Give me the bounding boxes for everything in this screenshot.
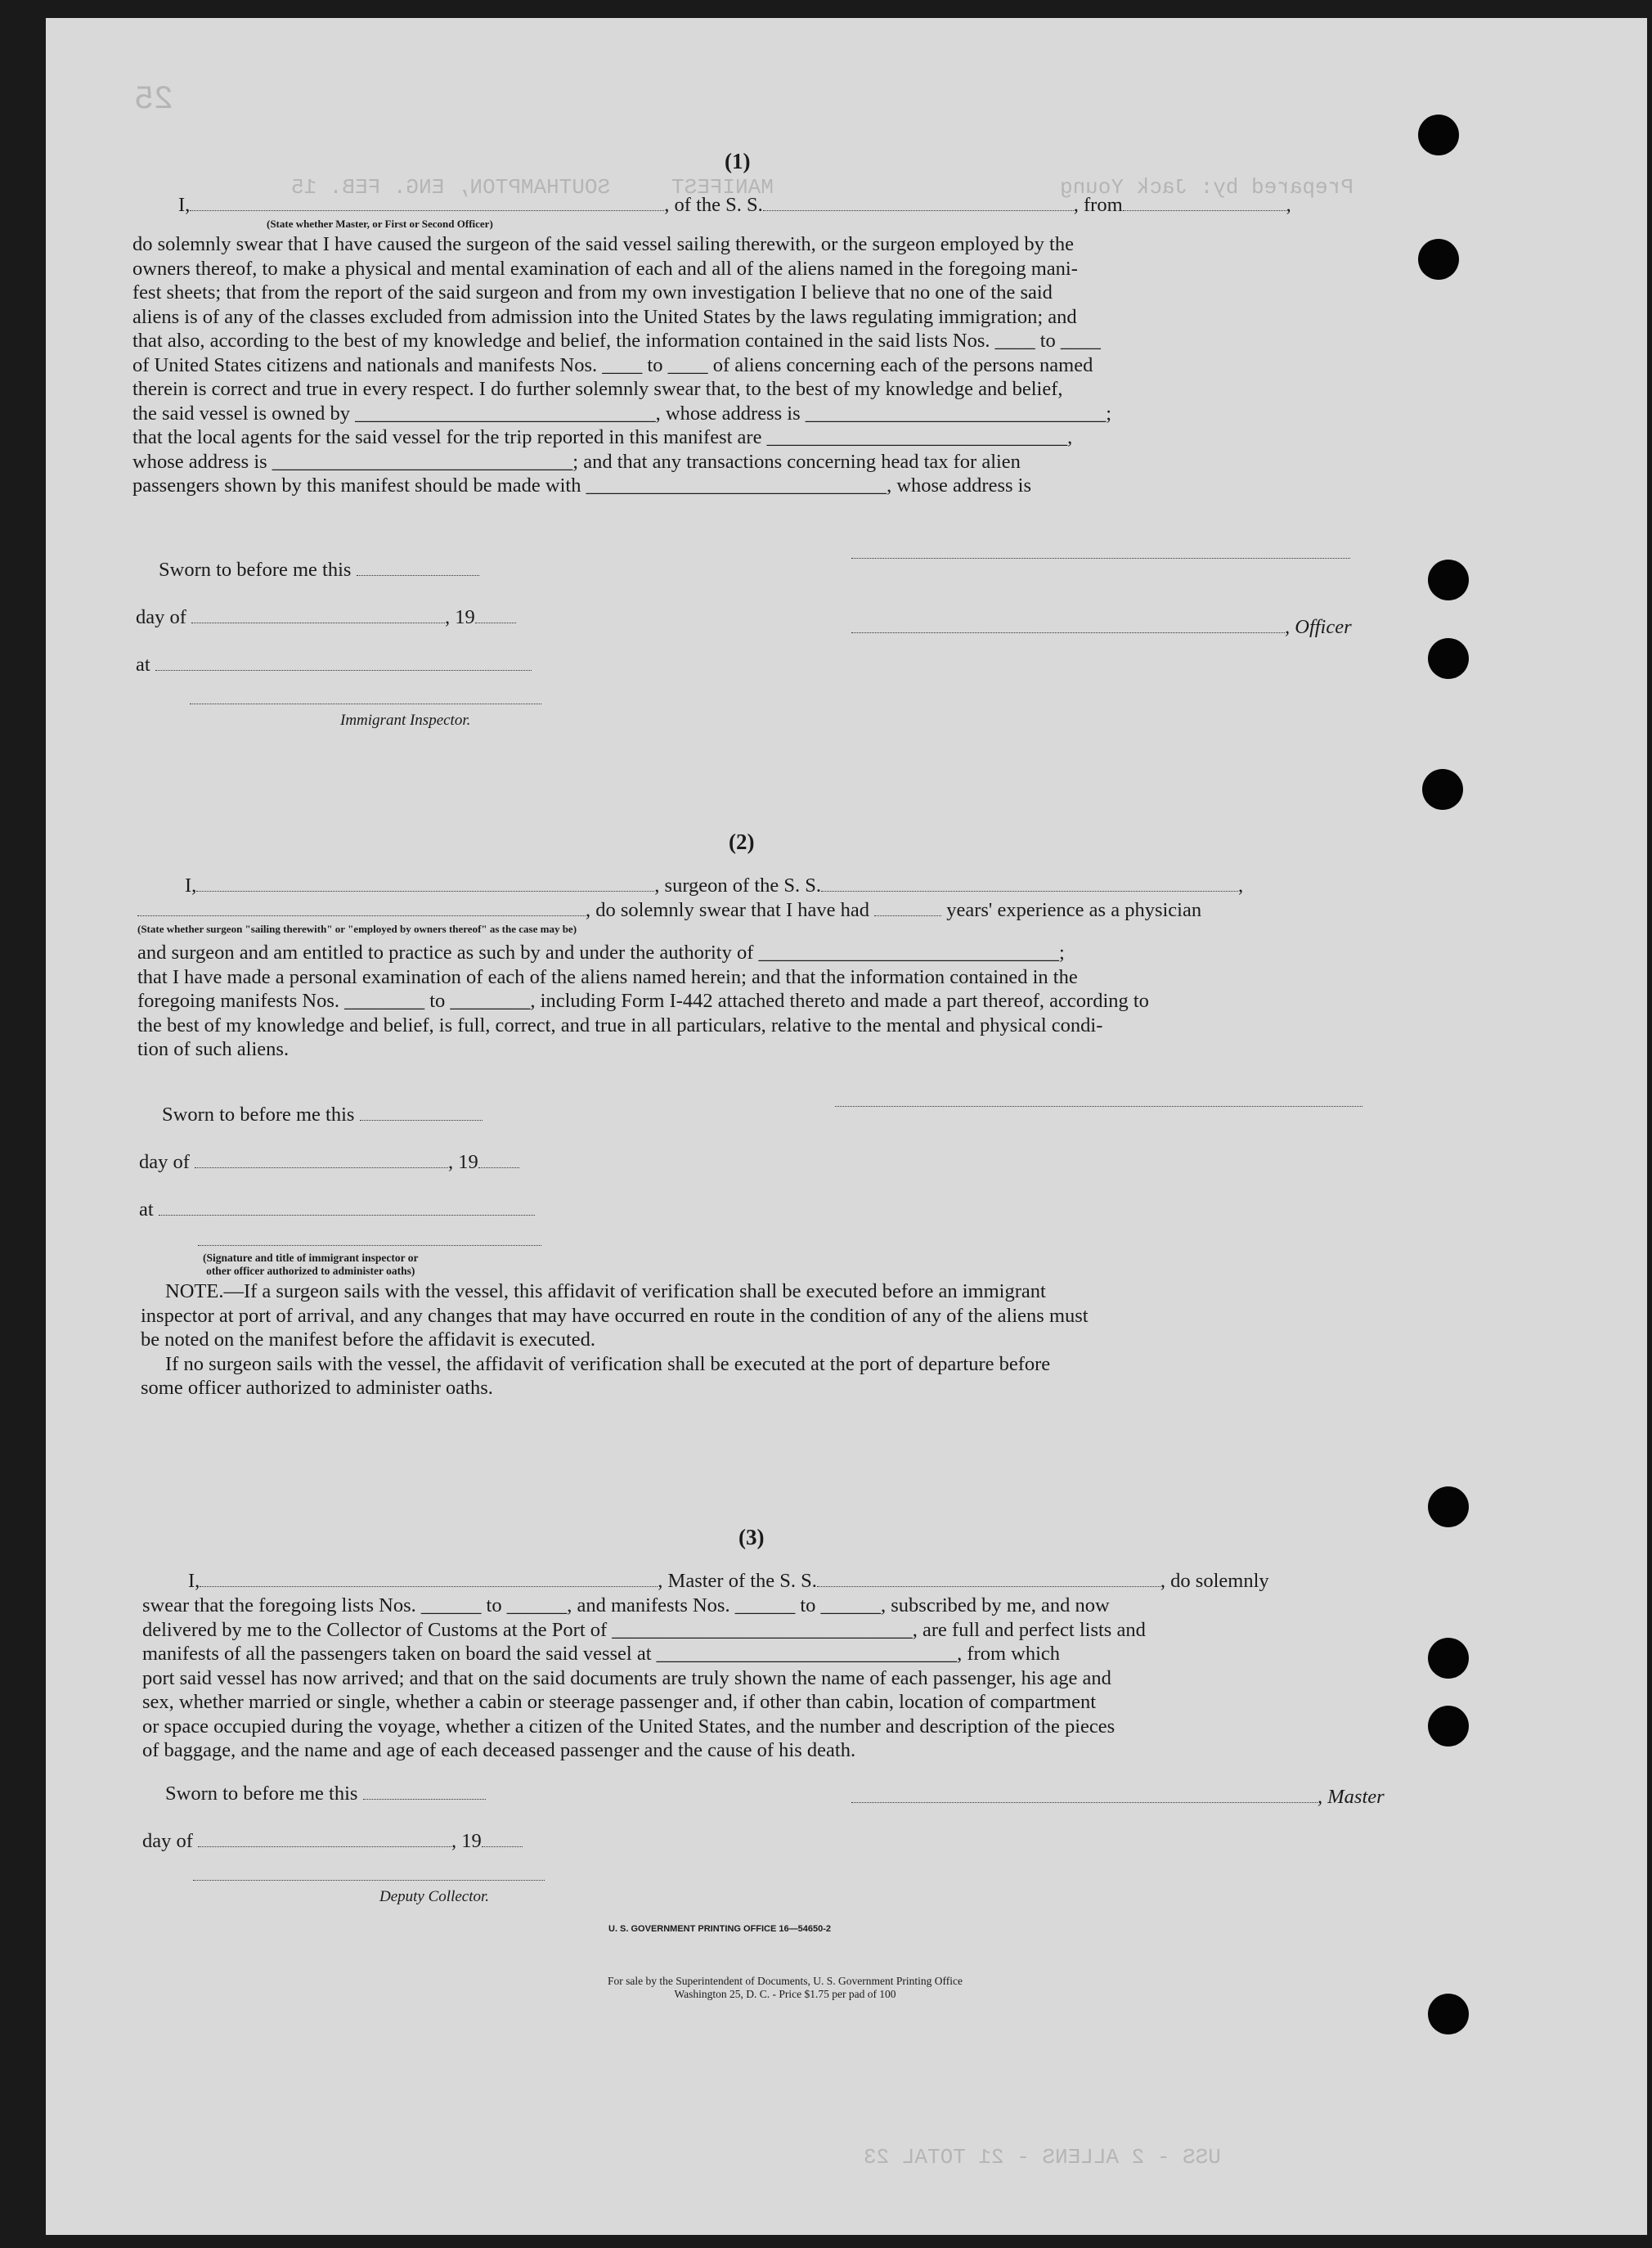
s1-para-line: passengers shown by this manifest should be made with ______________________________, whose address is <box>132 474 1031 497</box>
s3-collector-line <box>193 1880 545 1881</box>
s1-para-line: therein is correct and true in every respect. I do further solemnly swear that, to the best of my knowledge and belief, <box>132 378 1063 400</box>
punch-hole <box>1418 115 1459 155</box>
s3-para-line: of baggage, and the name and age of each deceased passenger and the cause of his death. <box>142 1739 856 1761</box>
bleed-page-number: 25 <box>134 82 174 119</box>
s2-note-line: some officer authorized to administer oaths. <box>141 1377 493 1399</box>
s1-paragraph <box>132 232 1408 498</box>
s2-para-line: tion of such aliens. <box>137 1038 290 1060</box>
punch-hole <box>1428 1638 1469 1679</box>
s3-sworn: Sworn to before me this <box>165 1782 486 1806</box>
punch-hole <box>1428 1706 1469 1747</box>
s1-para-line: owners thereof, to make a physical and mental examination of each and all of the aliens named in the foregoing mani- <box>132 257 1078 280</box>
bleed-bottom: USS - 2 ALLENS - 21 TOTAL 23 <box>864 2145 1221 2169</box>
s2-note-line: inspector at port of arrival, and any changes that may have occurred en route in the condition of any of the aliens must <box>141 1304 1089 1327</box>
section-1-heading: (1) <box>725 149 751 173</box>
s1-line1-i: I, <box>178 194 191 216</box>
bleed-manifest: MANIFEST <box>671 175 774 200</box>
s2-note <box>141 1279 1416 1401</box>
s1-para-line: whose address is ______________________________; and that any transactions concerning head tax for alien <box>132 450 1021 473</box>
s2-sig-caption: (Signature and title of immigrant inspector or other officer authorized to administer oaths) <box>203 1252 419 1277</box>
s1-para-line: the said vessel is owned by ______________________________, whose address is ______________________________; <box>132 402 1112 425</box>
s2-para-line: and surgeon and am entitled to practice as such by and under the authority of ______________________________; <box>137 942 1065 964</box>
punch-hole <box>1418 239 1459 280</box>
s3-para-line: or space occupied during the voyage, whether a citizen of the United States, and the number and description of the pieces <box>142 1715 1116 1738</box>
s2-at: at <box>139 1198 535 1222</box>
punch-hole <box>1428 638 1469 679</box>
s2-para-line: the best of my knowledge and belief, is full, correct, and true in all particulars, relative to the mental and physical condi- <box>137 1014 1103 1036</box>
s1-sworn: Sworn to before me this <box>159 558 479 582</box>
s2-note-line: If no surgeon sails with the vessel, the affidavit of verification shall be executed at the port of departure before <box>165 1352 1051 1375</box>
s2-sworn: Sworn to before me this <box>162 1103 483 1127</box>
bleed-prepared: Prepared by: Jack Young <box>1060 175 1353 200</box>
punch-hole <box>1428 1994 1469 2034</box>
s3-paragraph <box>142 1594 1418 1763</box>
s3-para-line: manifests of all the passengers taken on board the said vessel at ______________________________, from which <box>142 1643 1061 1665</box>
s1-inspector-label: Immigrant Inspector. <box>340 712 471 729</box>
s3-para-line: sex, whether married or single, whether a cabin or steerage passenger and, if other than cabin, location of compartment <box>142 1691 1097 1713</box>
s3-para-line: swear that the foregoing lists Nos. ______ to ______, and manifests Nos. ______ to ______, subscribed by me, and now <box>142 1594 1110 1616</box>
s3-line1: I, , Master of the S. S. , do solemnly <box>188 1570 1269 1592</box>
s2-line2: , do solemnly swear that I have had years' experience as a physician <box>137 898 1201 923</box>
s2-caption: (State whether surgeon "sailing therewith" or "employed by owners thereof" as the case may be) <box>137 923 577 935</box>
s1-para-line: fest sheets; that from the report of the said surgeon and from my own investigation I believe that no one of the said <box>132 281 1053 303</box>
s1-officer: , Officer <box>851 615 1352 640</box>
s2-line1: I, , surgeon of the S. S. , <box>185 874 1244 897</box>
punch-hole <box>1428 1486 1469 1527</box>
s3-para-line: delivered by me to the Collector of Customs at the Port of ______________________________, are full and perfect lists and <box>142 1618 1146 1641</box>
bleed-port: SOUTHAMPTON, ENG. FEB. 15 <box>291 175 611 200</box>
s3-collector-label: Deputy Collector. <box>379 1888 490 1905</box>
s1-para-line: that also, according to the best of my knowledge and belief, the information contained in the said lists Nos. ____ to ____ <box>132 330 1101 352</box>
punch-hole <box>1428 560 1469 600</box>
s2-note-line: be noted on the manifest before the affidavit is executed. <box>141 1329 596 1351</box>
footer-line-1: For sale by the Superintendent of Documents, U. S. Government Printing Office <box>608 1975 963 1987</box>
s1-line1-from: , from <box>1073 194 1123 216</box>
section-3-heading: (3) <box>738 1525 765 1549</box>
s2-para-line: that I have made a personal examination of each of the aliens named herein; and that the information contained in the <box>137 965 1078 988</box>
s1-caption: (State whether Master, or First or Second Officer) <box>267 218 493 230</box>
s2-para-line: foregoing manifests Nos. ________ to ________, including Form I-442 attached thereto and made a part thereof, according to <box>137 990 1149 1012</box>
s1-line1: I, , of the S. S. , from , <box>178 194 1291 216</box>
manifest-page <box>46 18 1647 2235</box>
s3-master: , Master <box>851 1785 1385 1810</box>
s2-day-of: day of , 19 <box>139 1150 519 1175</box>
punch-hole <box>1422 769 1463 810</box>
s2-signature-line <box>198 1245 541 1246</box>
s1-line1-of-ss: , of the S. S. <box>664 194 763 216</box>
s1-officer-line <box>851 558 1350 559</box>
footer-line-2: Washington 25, D. C. - Price $1.75 per pad of 100 <box>674 1988 896 2000</box>
section-2-heading: (2) <box>729 830 755 854</box>
s1-para-line: of United States citizens and nationals and manifests Nos. ____ to ____ of aliens concerning each of the persons named <box>132 353 1093 376</box>
s3-para-line: port said vessel has now arrived; and that on the said documents are truly shown the name of each passenger, his age and <box>142 1666 1111 1689</box>
s3-day-of: day of , 19 <box>142 1829 523 1854</box>
gpo-line: U. S. GOVERNMENT PRINTING OFFICE 16—54650-2 <box>608 1924 832 1934</box>
s1-at: at <box>136 653 532 677</box>
s2-paragraph <box>137 941 1413 1062</box>
s2-note-line: NOTE.—If a surgeon sails with the vessel, this affidavit of verification shall be executed before an immigrant <box>165 1280 1046 1302</box>
s2-right-line <box>835 1106 1362 1107</box>
s1-para-line: aliens is of any of the classes excluded from admission into the United States by the laws regulating immigration; and <box>132 305 1077 328</box>
s1-day-of: day of , 19 <box>136 605 516 630</box>
s1-para-line: do solemnly swear that I have caused the surgeon of the said vessel sailing therewith, or the surgeon employed by the <box>132 233 1074 255</box>
s1-para-line: that the local agents for the said vessel for the trip reported in this manifest are ______________________________, <box>132 426 1073 448</box>
